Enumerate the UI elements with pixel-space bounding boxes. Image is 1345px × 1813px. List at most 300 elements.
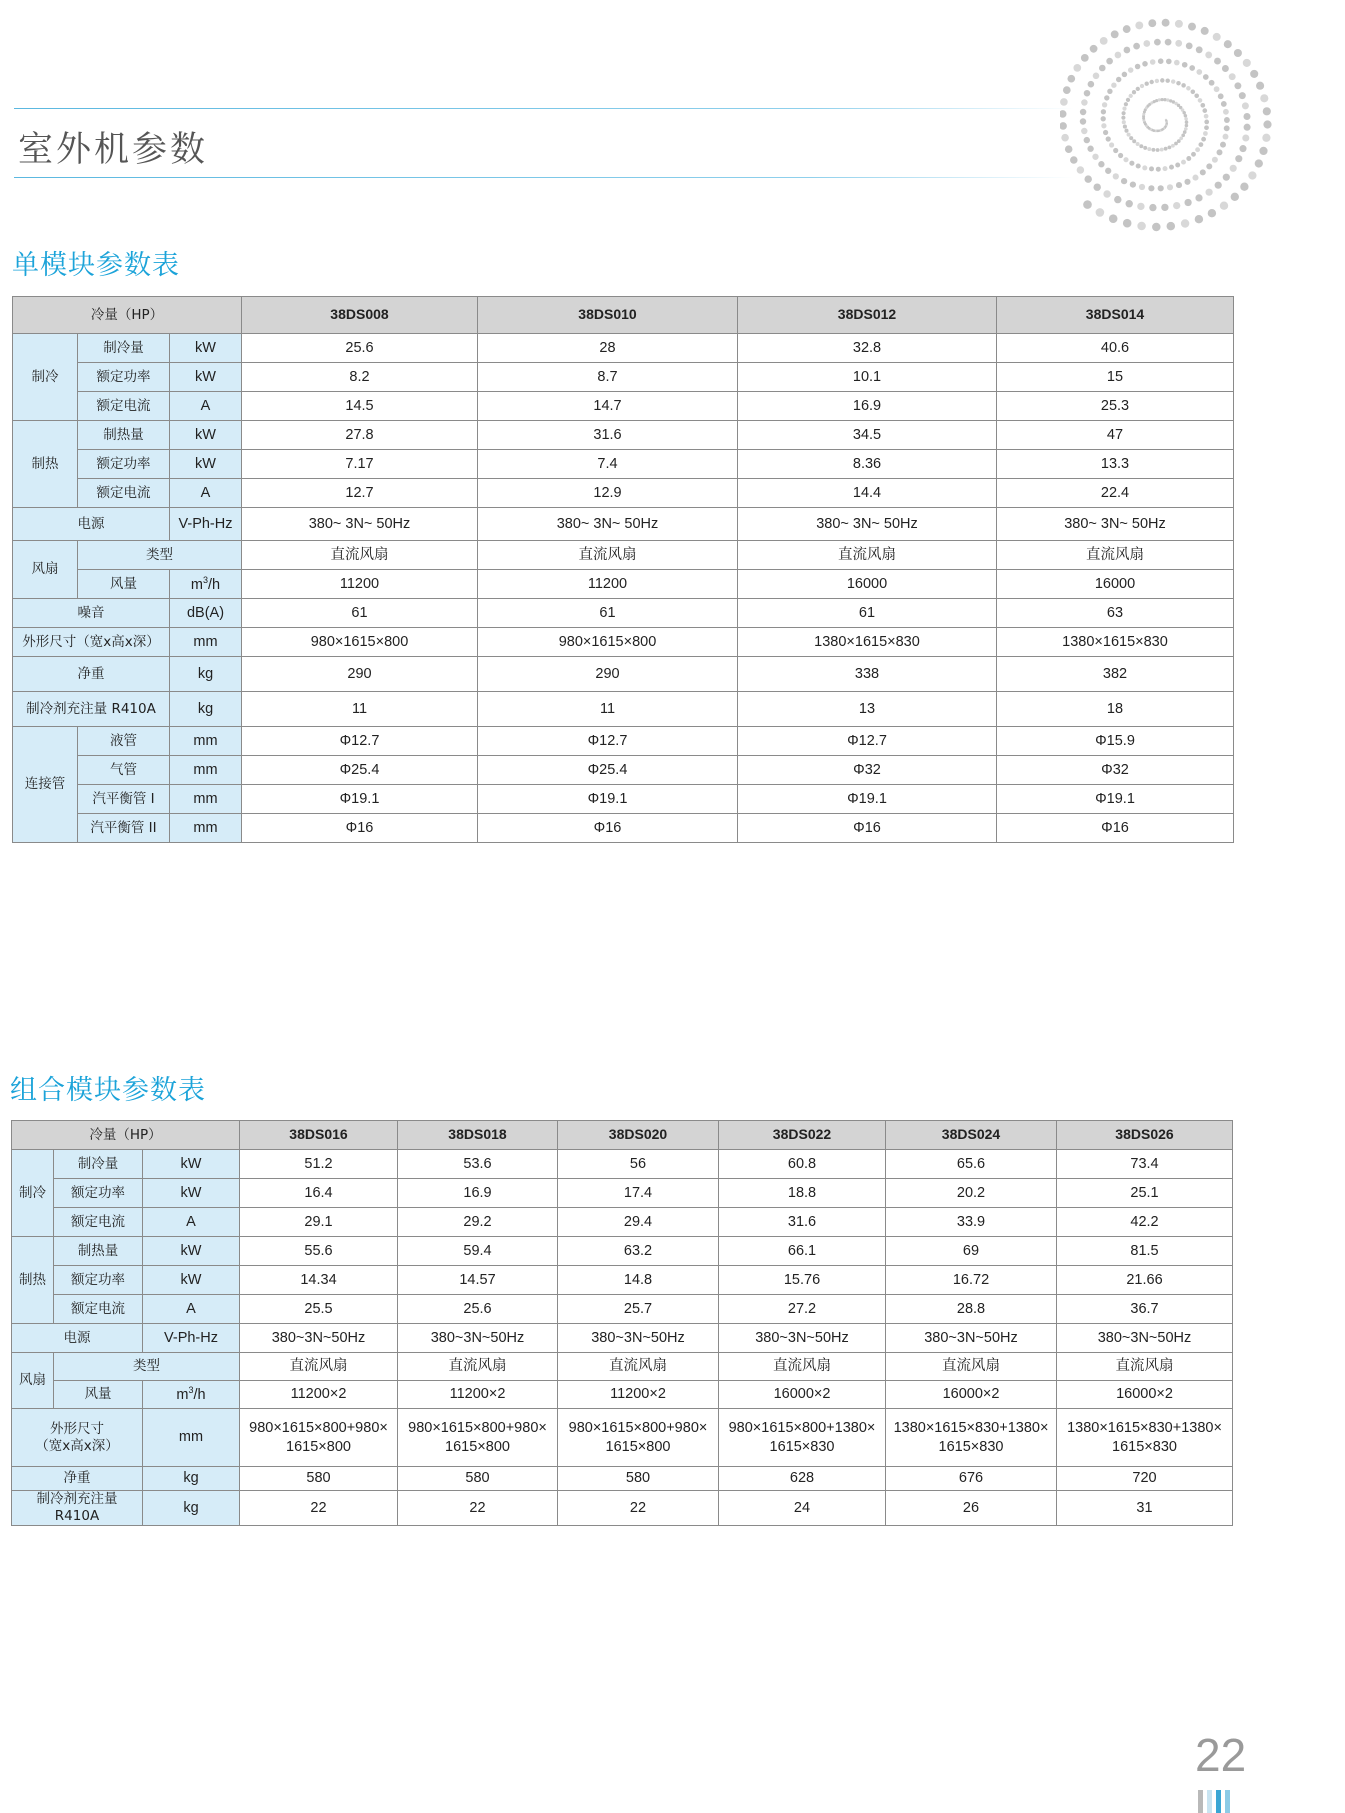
swirl-dot: [1101, 123, 1106, 128]
swirl-dot: [1129, 161, 1134, 166]
value-cell: 980×1615×800+1380× 1615×830: [719, 1409, 886, 1467]
value-cell: 16000×2: [719, 1381, 886, 1409]
unit-label: mm: [143, 1409, 240, 1467]
group-label: 制热: [13, 421, 78, 508]
value-cell: 22: [240, 1491, 398, 1526]
model-header: 38DS026: [1057, 1121, 1233, 1150]
model-header: 38DS024: [886, 1121, 1057, 1150]
value-cell: 60.8: [719, 1150, 886, 1179]
swirl-dot: [1168, 146, 1172, 150]
swirl-dot: [1128, 67, 1134, 73]
swirl-dot: [1107, 89, 1112, 94]
value-cell: 36.7: [1057, 1295, 1233, 1324]
swirl-dot: [1143, 40, 1150, 47]
row-label: 外形尺寸 （宽x高x深）: [12, 1409, 143, 1467]
value-cell: 直流风扇: [478, 541, 738, 570]
unit-label: kg: [143, 1491, 240, 1526]
swirl-dot: [1136, 87, 1140, 91]
swirl-dot: [1148, 185, 1154, 191]
value-cell: 40.6: [997, 334, 1234, 363]
swirl-dot: [1142, 165, 1147, 170]
page-number-bars-decoration: [1198, 1790, 1242, 1813]
swirl-dot: [1181, 133, 1185, 137]
table-row: [12, 1237, 1233, 1266]
swirl-dot: [1200, 103, 1205, 108]
table-row: [13, 727, 1234, 756]
group-label: 制冷: [13, 334, 78, 421]
swirl-dot: [1255, 159, 1263, 167]
row-label: 制冷剂充注量 R410A: [13, 692, 170, 727]
swirl-dot: [1080, 118, 1086, 124]
value-cell: 380~ 3N~ 50Hz: [997, 508, 1234, 541]
value-cell: 380~3N~50Hz: [240, 1324, 398, 1353]
value-cell: 63.2: [558, 1237, 719, 1266]
swirl-dot: [1203, 131, 1208, 136]
model-header: 38DS020: [558, 1121, 719, 1150]
group-label: 连接管: [13, 727, 78, 843]
value-cell: 21.66: [1057, 1266, 1233, 1295]
value-cell: 22: [398, 1491, 558, 1526]
swirl-dot: [1111, 30, 1119, 38]
swirl-dot: [1084, 90, 1091, 97]
value-cell: 628: [719, 1467, 886, 1491]
swirl-dot: [1201, 27, 1209, 35]
swirl-dot: [1096, 208, 1105, 217]
table-row: [13, 541, 1234, 570]
value-cell: Φ12.7: [242, 727, 478, 756]
swirl-dot: [1109, 214, 1118, 223]
value-cell: 69: [886, 1237, 1057, 1266]
unit-label: mm: [170, 628, 242, 657]
swirl-dot: [1167, 222, 1175, 230]
swirl-dot: [1176, 182, 1182, 188]
swirl-dot: [1145, 82, 1149, 86]
swirl-dot: [1106, 136, 1111, 141]
value-cell: 13: [738, 692, 997, 727]
swirl-dot: [1101, 109, 1106, 114]
value-cell: 14.5: [242, 392, 478, 421]
swirl-dot: [1183, 130, 1187, 134]
swirl-dot: [1158, 58, 1164, 64]
value-cell: 34.5: [738, 421, 997, 450]
swirl-dot: [1116, 77, 1121, 82]
swirl-dot: [1106, 58, 1113, 65]
swirl-dot: [1184, 114, 1188, 118]
value-cell: Φ19.1: [478, 785, 738, 814]
swirl-dot: [1160, 98, 1163, 101]
swirl-dot: [1156, 167, 1161, 172]
value-cell: 28: [478, 334, 738, 363]
value-cell: 980×1615×800+980× 1615×800: [558, 1409, 719, 1467]
value-cell: 33.9: [886, 1208, 1057, 1237]
value-cell: 22: [558, 1491, 719, 1526]
table-row: [13, 392, 1234, 421]
swirl-dot: [1132, 139, 1136, 143]
value-cell: 61: [478, 599, 738, 628]
value-cell: 61: [242, 599, 478, 628]
row-label: 额定功率: [78, 450, 170, 479]
model-header: 38DS016: [240, 1121, 398, 1150]
swirl-dot: [1213, 33, 1221, 41]
value-cell: 580: [240, 1467, 398, 1491]
value-cell: 382: [997, 657, 1234, 692]
value-cell: 1380×1615×830: [997, 628, 1234, 657]
swirl-dot: [1132, 90, 1136, 94]
table-row: [13, 628, 1234, 657]
swirl-dot: [1148, 19, 1156, 27]
swirl-dot: [1126, 98, 1130, 102]
value-cell: 580: [398, 1467, 558, 1491]
swirl-dot: [1220, 142, 1226, 148]
swirl-dot: [1164, 147, 1168, 151]
table-row: [13, 421, 1234, 450]
value-cell: 14.4: [738, 479, 997, 508]
swirl-dot: [1114, 196, 1121, 203]
value-cell: Φ16: [738, 814, 997, 843]
row-label: 额定电流: [78, 392, 170, 421]
value-cell: 16.9: [738, 392, 997, 421]
value-cell: 直流风扇: [558, 1353, 719, 1381]
value-cell: Φ25.4: [478, 756, 738, 785]
row-label: 风量: [78, 570, 170, 599]
row-label: 制热量: [54, 1237, 143, 1266]
table-row: [12, 1324, 1233, 1353]
combo-module-spec-table: [11, 1120, 1233, 1526]
model-header: 38DS008: [242, 297, 478, 334]
swirl-dot: [1175, 40, 1182, 47]
unit-label: kW: [143, 1179, 240, 1208]
swirl-dot: [1224, 117, 1230, 123]
group-label: 风扇: [13, 541, 78, 599]
value-cell: 16000: [738, 570, 997, 599]
swirl-dot: [1230, 165, 1237, 172]
value-cell: 16000×2: [886, 1381, 1057, 1409]
swirl-dot: [1147, 147, 1151, 151]
swirl-dot: [1212, 157, 1218, 163]
value-cell: 29.2: [398, 1208, 558, 1237]
value-cell: 81.5: [1057, 1237, 1233, 1266]
value-cell: 18: [997, 692, 1234, 727]
swirl-dot: [1262, 134, 1270, 142]
swirl-dot: [1223, 109, 1229, 115]
swirl-dot: [1235, 155, 1242, 162]
swirl-dot: [1166, 59, 1172, 65]
swirl-dot: [1139, 144, 1143, 148]
unit-label: A: [143, 1295, 240, 1324]
row-label: 类型: [78, 541, 242, 570]
swirl-dot: [1182, 111, 1186, 115]
model-header: 38DS014: [997, 297, 1234, 334]
swirl-dot: [1124, 47, 1131, 54]
value-cell: 14.8: [558, 1266, 719, 1295]
swirl-dot: [1259, 147, 1267, 155]
value-cell: 980×1615×800+980× 1615×800: [398, 1409, 558, 1467]
value-cell: 338: [738, 657, 997, 692]
swirl-dot: [1093, 73, 1100, 80]
value-cell: 25.5: [240, 1295, 398, 1324]
swirl-dot: [1189, 65, 1195, 71]
unit-label: $m^3/h$: [143, 1381, 240, 1409]
table-row: [13, 692, 1234, 727]
swirl-dot: [1263, 107, 1271, 115]
row-label: 制冷量: [78, 334, 170, 363]
swirl-dot: [1200, 169, 1206, 175]
swirl-dot: [1185, 124, 1189, 128]
capacity-header-label: 冷量（HP）: [12, 1121, 240, 1150]
value-cell: 980×1615×800+980× 1615×800: [240, 1409, 398, 1467]
value-cell: 73.4: [1057, 1150, 1233, 1179]
swirl-dot: [1083, 200, 1092, 209]
model-header: 38DS022: [719, 1121, 886, 1150]
value-cell: Φ16: [478, 814, 738, 843]
unit-label: mm: [170, 727, 242, 756]
value-cell: 31.6: [719, 1208, 886, 1237]
row-label: 电源: [12, 1324, 143, 1353]
value-cell: 直流风扇: [738, 541, 997, 570]
table-row: [13, 334, 1234, 363]
table-row: [12, 1491, 1233, 1526]
value-cell: Φ19.1: [997, 785, 1234, 814]
swirl-dot: [1090, 45, 1098, 53]
value-cell: 25.1: [1057, 1179, 1233, 1208]
swirl-dot: [1077, 166, 1085, 174]
value-cell: 56: [558, 1150, 719, 1179]
swirl-dot: [1135, 64, 1141, 70]
swirl-dot: [1182, 62, 1188, 68]
row-label: 汽平衡管 I: [78, 785, 170, 814]
value-cell: 25.6: [242, 334, 478, 363]
table-row: [12, 1150, 1233, 1179]
swirl-dot: [1198, 98, 1203, 103]
swirl-dot: [1242, 102, 1249, 109]
swirl-dot: [1191, 90, 1196, 95]
unit-label: kg: [170, 692, 242, 727]
swirl-dot: [1234, 82, 1241, 89]
table-row: [13, 297, 1234, 334]
value-cell: 27.2: [719, 1295, 886, 1324]
value-cell: 25.7: [558, 1295, 719, 1324]
value-cell: 7.4: [478, 450, 738, 479]
value-cell: 11200: [478, 570, 738, 599]
unit-label: kg: [143, 1467, 240, 1491]
combo-module-section-title: 组合模块参数表: [10, 1075, 206, 1106]
swirl-dot: [1184, 199, 1191, 206]
value-cell: 55.6: [240, 1237, 398, 1266]
swirl-dot: [1140, 84, 1144, 88]
swirl-dot: [1248, 171, 1256, 179]
value-cell: 18.8: [719, 1179, 886, 1208]
value-cell: 27.8: [242, 421, 478, 450]
swirl-dot: [1149, 204, 1156, 211]
swirl-dot: [1122, 72, 1127, 77]
value-cell: 1380×1615×830: [738, 628, 997, 657]
swirl-dot: [1239, 145, 1246, 152]
swirl-dot: [1179, 136, 1183, 140]
swirl-dot: [1087, 146, 1093, 152]
swirl-dot: [1176, 81, 1181, 86]
swirl-dot: [1102, 102, 1107, 107]
table-row: [13, 508, 1234, 541]
swirl-dot: [1105, 168, 1111, 174]
unit-label: V-Ph-Hz: [170, 508, 242, 541]
swirl-dot: [1135, 21, 1143, 29]
swirl-dot: [1067, 75, 1075, 83]
unit-label: mm: [170, 814, 242, 843]
swirl-dot: [1244, 124, 1251, 131]
value-cell: 11200: [242, 570, 478, 599]
swirl-dot: [1174, 60, 1180, 66]
value-cell: 31.6: [478, 421, 738, 450]
swirl-dot: [1173, 202, 1180, 209]
row-label: 制冷剂充注量 R410A: [12, 1491, 143, 1526]
value-cell: 11: [242, 692, 478, 727]
single-module-spec-table: [12, 296, 1234, 843]
value-cell: 11200×2: [240, 1381, 398, 1409]
page-number: 22: [1195, 1729, 1247, 1781]
row-label: 类型: [54, 1353, 240, 1381]
value-cell: 32.8: [738, 334, 997, 363]
swirl-dot: [1201, 137, 1206, 142]
value-cell: 直流风扇: [886, 1353, 1057, 1381]
swirl-dot: [1175, 163, 1180, 168]
swirl-dot: [1185, 120, 1189, 124]
swirl-dot: [1165, 78, 1169, 82]
unit-label: A: [143, 1208, 240, 1237]
row-label: 噪音: [13, 599, 170, 628]
value-cell: 61: [738, 599, 997, 628]
swirl-dot: [1156, 148, 1160, 152]
value-cell: 380~3N~50Hz: [558, 1324, 719, 1353]
unit-label: kW: [170, 450, 242, 479]
value-cell: 28.8: [886, 1295, 1057, 1324]
swirl-dot: [1123, 125, 1127, 129]
swirl-dot: [1205, 189, 1212, 196]
row-label: 额定功率: [54, 1179, 143, 1208]
swirl-dot: [1229, 73, 1236, 80]
value-cell: 直流风扇: [242, 541, 478, 570]
swirl-dot: [1196, 46, 1203, 53]
swirl-dot: [1160, 78, 1164, 82]
page-header: [14, 108, 1074, 178]
swirl-dot: [1136, 163, 1141, 168]
swirl-dot: [1142, 61, 1148, 67]
swirl-dot: [1256, 82, 1264, 90]
swirl-dot: [1206, 163, 1212, 169]
value-cell: Φ19.1: [738, 785, 997, 814]
value-cell: Φ19.1: [242, 785, 478, 814]
value-cell: 11: [478, 692, 738, 727]
unit-label: kW: [143, 1266, 240, 1295]
value-cell: 16000: [997, 570, 1234, 599]
swirl-dot: [1186, 86, 1191, 91]
swirl-dot: [1129, 94, 1133, 98]
swirl-dot: [1202, 108, 1207, 113]
value-cell: 直流风扇: [997, 541, 1234, 570]
swirl-dot: [1234, 49, 1242, 57]
value-cell: 65.6: [886, 1150, 1057, 1179]
swirl-dot: [1188, 23, 1196, 31]
table-row: [13, 785, 1234, 814]
value-cell: 7.17: [242, 450, 478, 479]
swirl-dot: [1124, 102, 1128, 106]
swirl-dot: [1181, 83, 1186, 88]
swirl-dot: [1109, 142, 1114, 147]
swirl-dot: [1158, 98, 1161, 101]
swirl-dot: [1088, 81, 1095, 88]
value-cell: 20.2: [886, 1179, 1057, 1208]
value-cell: 1380×1615×830+1380× 1615×830: [1057, 1409, 1233, 1467]
value-cell: 380~3N~50Hz: [719, 1324, 886, 1353]
swirl-dot: [1123, 157, 1128, 162]
table-row: [12, 1381, 1233, 1409]
swirl-dot: [1080, 109, 1086, 115]
value-cell: 980×1615×800: [242, 628, 478, 657]
swirl-dot: [1162, 19, 1170, 27]
value-cell: 29.4: [558, 1208, 719, 1237]
table-row: [13, 570, 1234, 599]
capacity-header-label: 冷量（HP）: [13, 297, 242, 334]
value-cell: 16.9: [398, 1179, 558, 1208]
table-row: [12, 1467, 1233, 1491]
swirl-dot: [1104, 95, 1109, 100]
page-title: 室外机参数: [18, 130, 209, 170]
swirl-dot: [1169, 165, 1174, 170]
swirl-dot: [1111, 82, 1116, 87]
table-row: [13, 814, 1234, 843]
swirl-dot: [1063, 86, 1071, 94]
value-cell: 676: [886, 1467, 1057, 1491]
value-cell: 42.2: [1057, 1208, 1233, 1237]
unit-label: kW: [170, 421, 242, 450]
swirl-dot: [1158, 185, 1164, 191]
swirl-dot: [1220, 202, 1228, 210]
model-header: 38DS010: [478, 297, 738, 334]
swirl-dot: [1194, 94, 1199, 99]
swirl-dot: [1136, 142, 1140, 146]
table-row: [12, 1353, 1233, 1381]
value-cell: Φ12.7: [738, 727, 997, 756]
value-cell: 980×1615×800: [478, 628, 738, 657]
swirl-dot: [1161, 204, 1168, 211]
value-cell: 8.7: [478, 363, 738, 392]
value-cell: 380~ 3N~ 50Hz: [478, 508, 738, 541]
table-row: [13, 599, 1234, 628]
group-label: 制冷: [12, 1150, 54, 1237]
swirl-dot: [1260, 94, 1268, 102]
row-label: 额定电流: [54, 1208, 143, 1237]
row-label: 液管: [78, 727, 170, 756]
value-cell: 51.2: [240, 1150, 398, 1179]
swirl-dot: [1195, 194, 1202, 201]
value-cell: 380~3N~50Hz: [886, 1324, 1057, 1353]
swirl-dot: [1184, 179, 1190, 185]
swirl-dot: [1186, 156, 1191, 161]
value-cell: 25.6: [398, 1295, 558, 1324]
swirl-dot: [1099, 65, 1106, 72]
swirl-dot: [1113, 148, 1118, 153]
swirl-dot: [1151, 148, 1155, 152]
value-cell: 380~3N~50Hz: [398, 1324, 558, 1353]
header-divider-top: [14, 108, 1074, 109]
value-cell: 580: [558, 1467, 719, 1491]
value-cell: 直流风扇: [398, 1353, 558, 1381]
unit-label: V-Ph-Hz: [143, 1324, 240, 1353]
row-label: 电源: [13, 508, 170, 541]
unit-label: kW: [170, 334, 242, 363]
swirl-dot: [1155, 79, 1159, 83]
swirl-dot: [1121, 116, 1125, 120]
swirl-dot: [1181, 160, 1186, 165]
